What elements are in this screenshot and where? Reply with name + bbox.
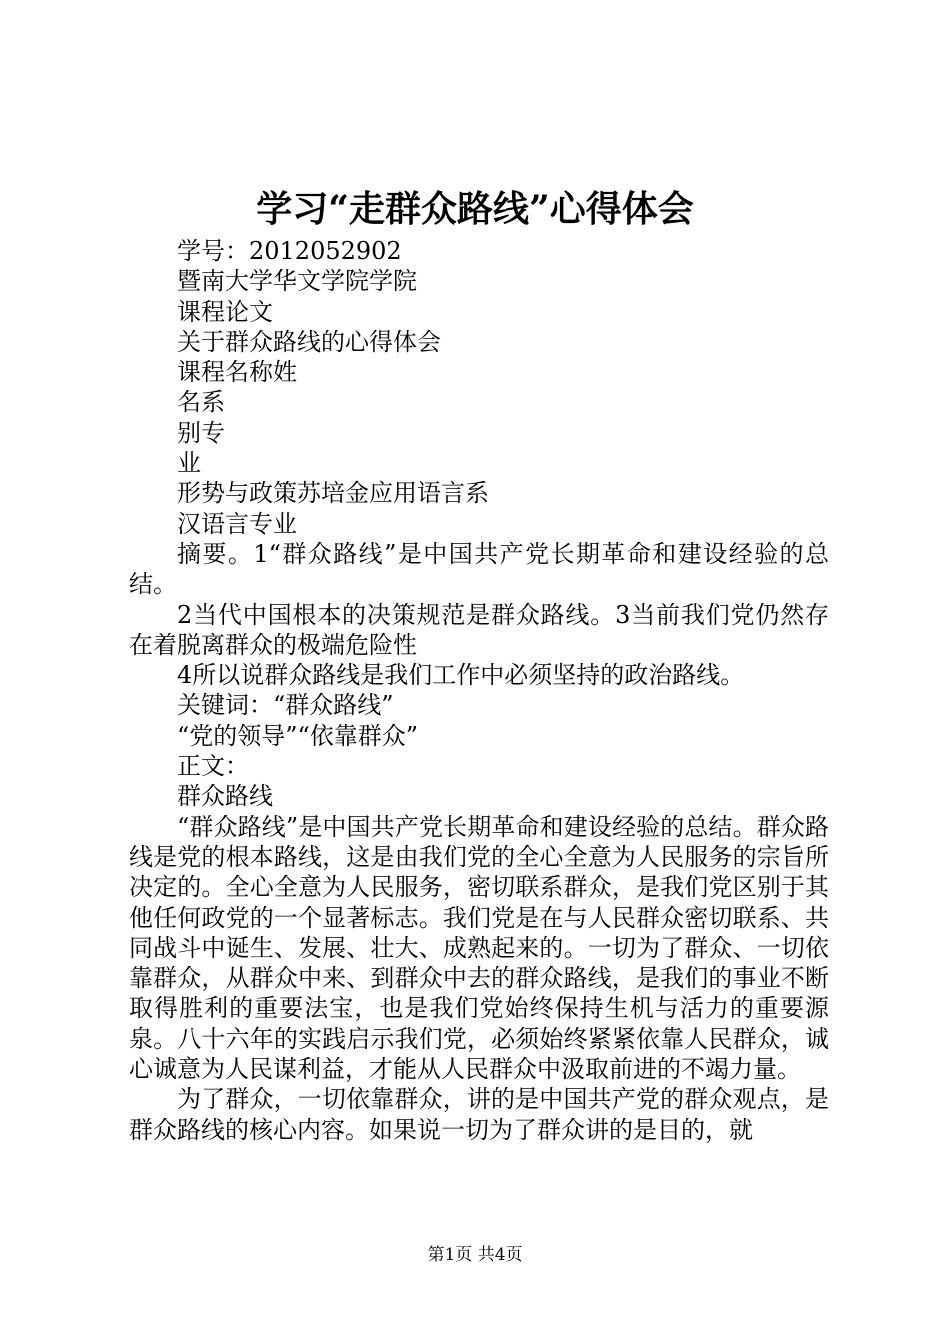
paper-type-line: 课程论文 xyxy=(177,297,273,326)
keywords-line-1: 关键词：“群众路线” xyxy=(177,691,394,720)
student-id-line: 学号：2012052902 xyxy=(177,237,402,265)
body-label: 正文： xyxy=(177,752,249,781)
body-paragraph-1: “群众路线”是中国共产党长期革命和建设经验的总结。群众路线是党的根本路线，这是由我们党的全心全意为人民服务的宗旨所决定的。全心全意为人民服务，密切联系群众，是我们党区别于其他任何政党的一个显著标志。我们党是在与人民群众密切联系、共同战斗中诞生、发展、壮大、成熟起来的。一切为了群众、一切依靠群众，从群众中来、到群众中去的群众路线，是我们的事业不断取得胜利的重要法宝，也是我们党始终保持生机与活力的重要源泉。八十六年的实践启示我们党，必须始终紧紧依靠人民群众，诚心诚意为人民谋利益，才能从人民群众中汲取前进的不竭力量。 xyxy=(129,812,829,1084)
course-name-line: 课程名称姓 xyxy=(177,358,297,387)
page-footer: 第1页 共4页 xyxy=(427,1245,523,1265)
dept-line: 别专 xyxy=(177,418,225,447)
body-paragraph-2: 为了群众，一切依靠群众，讲的是中国共产党的群众观点，是群众路线的核心内容。如果说一切为了群众讲的是目的，就 xyxy=(129,1085,829,1144)
school-line: 暨南大学华文学院学院 xyxy=(177,267,417,296)
document-title: 学习“走群众路线”心得体会 xyxy=(256,188,694,230)
abstract-paragraph-1: 摘要。1“群众路线”是中国共产党长期革命和建设经验的总结。 xyxy=(129,539,829,599)
document-body xyxy=(129,236,829,1145)
course-info-line: 形势与政策苏培金应用语言系 xyxy=(177,479,489,508)
major-name-line: 汉语言专业 xyxy=(177,509,297,538)
abstract-paragraph-3: 4所以说群众路线是我们工作中必须坚持的政治路线。 xyxy=(177,661,745,690)
major-line: 业 xyxy=(177,449,201,478)
keywords-line-2: “党的领导”“依靠群众” xyxy=(177,721,419,750)
abstract-paragraph-2: 2当代中国根本的决策规范是群众路线。3当前我们党仍然存在着脱离群众的极端危险性 xyxy=(129,600,829,659)
section-heading: 群众路线 xyxy=(177,782,273,811)
name-line: 名系 xyxy=(177,388,225,417)
paper-title-line: 关于群众路线的心得体会 xyxy=(177,327,441,356)
